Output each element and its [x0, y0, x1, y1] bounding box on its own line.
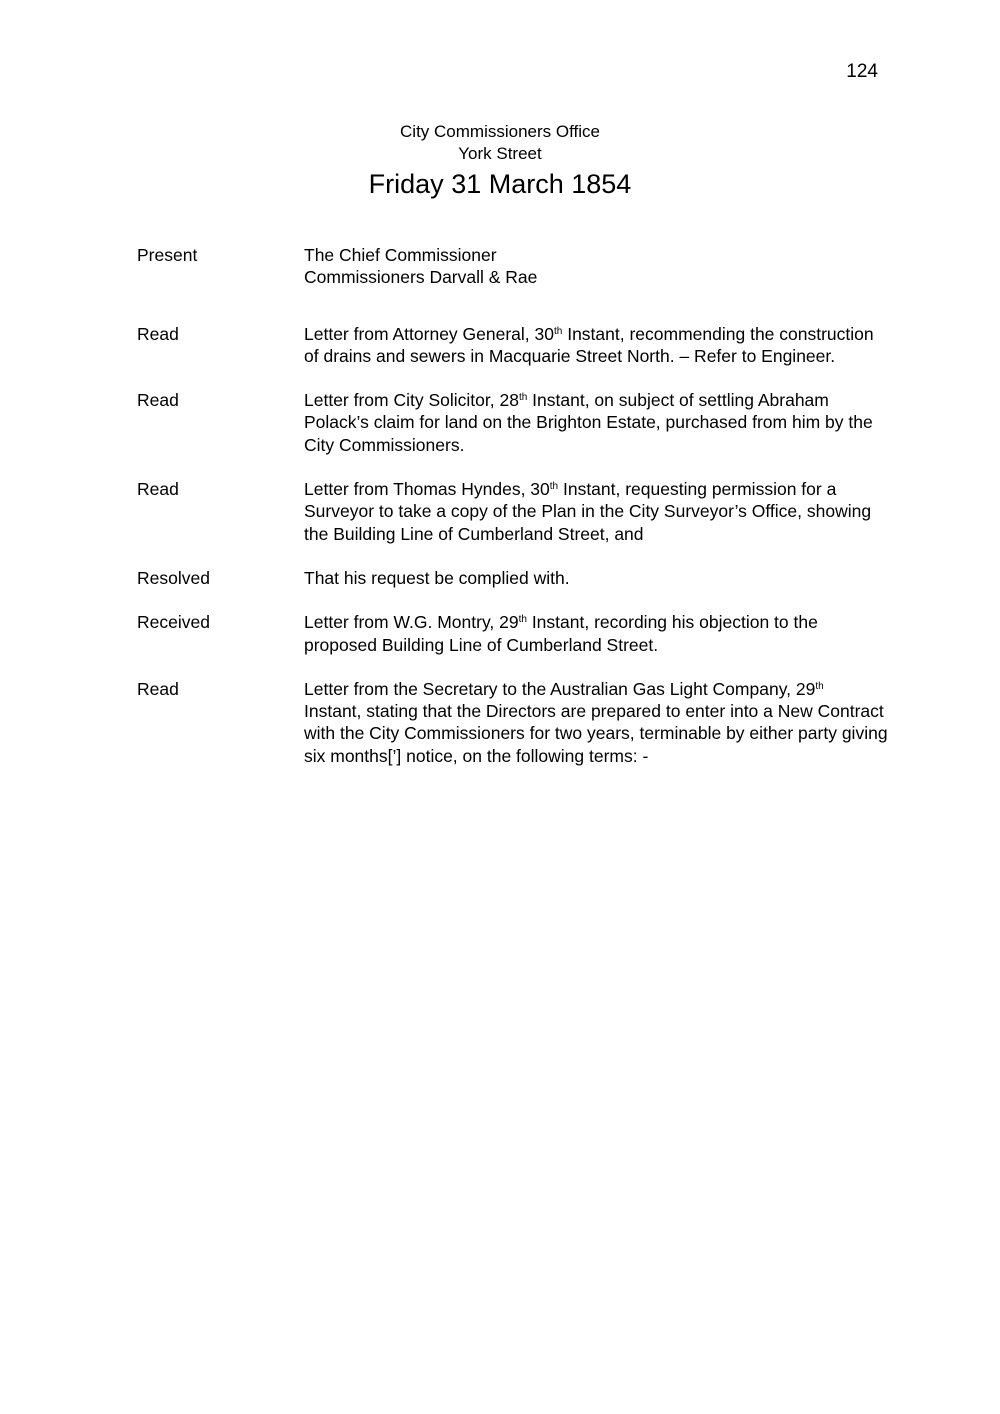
text-run: City Commissioners.: [304, 434, 465, 455]
entry-text-line: [304, 244, 927, 266]
entry-label: Read: [137, 678, 179, 699]
entry-text-line: [304, 567, 927, 589]
entry-text: [304, 478, 927, 545]
entry-label: Read: [137, 390, 179, 411]
entry-text: [304, 611, 927, 656]
entry-text: [304, 567, 927, 589]
text-run: Letter from City Solicitor, 28: [304, 390, 519, 411]
entry-text-line: [304, 478, 927, 500]
entry-text: [304, 323, 927, 368]
minute-entry: [137, 678, 927, 767]
ordinal-suffix: th: [549, 481, 559, 493]
entry-label: Present: [137, 245, 198, 265]
text-run: Instant, on subject of settling Abraham: [527, 390, 829, 411]
ordinal-suffix: th: [554, 325, 563, 337]
office-name: City Commissioners Office: [400, 122, 600, 141]
text-run: Letter from Attorney General, 30: [304, 323, 554, 344]
text-run: Instant, requesting permission for a: [558, 479, 837, 500]
entry-text-line: [304, 700, 927, 722]
ordinal-suffix: th: [518, 392, 528, 404]
street-name: York Street: [458, 144, 542, 163]
entry-text-line: [304, 523, 927, 545]
entry-text-line: [304, 722, 927, 744]
entry-text-line: [304, 266, 927, 288]
minute-entry: [137, 611, 927, 656]
entry-text-line: [304, 345, 927, 367]
entry-text: [304, 678, 927, 767]
text-run: Letter from the Secretary to the Australian Gas Light Company, 29: [304, 678, 816, 699]
entry-text: [304, 244, 927, 289]
text-run: Surveyor to take a copy of the Plan in the City Surveyor’s Office, showing: [304, 501, 872, 522]
entry-label: Received: [137, 612, 210, 633]
entry-text-line: [304, 434, 927, 456]
text-run: proposed Building Line of Cumberland Street.: [304, 634, 659, 655]
text-run: the Building Line of Cumberland Street, and: [304, 523, 644, 544]
text-run: Instant, stating that the Directors are prepared to enter into a New Contract: [304, 701, 884, 722]
text-run: Instant, recommending the construction: [562, 323, 874, 344]
text-run: Letter from Thomas Hyndes, 30: [304, 479, 550, 500]
minutes-header: [0, 121, 1000, 201]
entry-text-line: [304, 323, 927, 345]
entry-label: Read: [137, 479, 179, 500]
minute-entry: [137, 567, 927, 589]
minutes-entries: [137, 222, 927, 767]
text-run: Polack’s claim for land on the Brighton Estate, purchased from him by the: [304, 412, 873, 433]
text-run: That his request be complied with.: [304, 567, 570, 588]
entry-text-line: [304, 411, 927, 433]
page-number: 124: [846, 61, 878, 82]
minute-entry: [137, 389, 927, 456]
entry-label: Resolved: [137, 567, 210, 588]
minute-entry: [137, 323, 927, 368]
entry-text-line: [304, 611, 927, 633]
text-run: with the City Commissioners for two years, terminable by either party giving: [304, 723, 888, 744]
entry-text-line: [304, 678, 927, 700]
text-run: Letter from W.G. Montry, 29: [304, 612, 519, 633]
entry-label: Read: [137, 323, 179, 344]
ordinal-suffix: th: [815, 680, 824, 692]
entry-text-line: [304, 500, 927, 522]
entry-text: [304, 389, 927, 456]
text-run: The Chief Commissioner: [304, 245, 497, 265]
minute-entry: [137, 244, 927, 289]
ordinal-suffix: th: [518, 614, 527, 626]
text-run: Commissioners Darvall & Rae: [304, 267, 538, 288]
text-run: of drains and sewers in Macquarie Street North. – Refer to Engineer.: [304, 345, 836, 366]
entry-text-line: [304, 389, 927, 411]
meeting-date: Friday 31 March 1854: [368, 169, 632, 199]
entry-text-line: [304, 634, 927, 656]
minute-entry: [137, 478, 927, 545]
text-run: Instant, recording his objection to the: [526, 612, 818, 633]
text-run: six months[’] notice, on the following terms: -: [304, 745, 649, 766]
entry-text-line: [304, 745, 927, 767]
